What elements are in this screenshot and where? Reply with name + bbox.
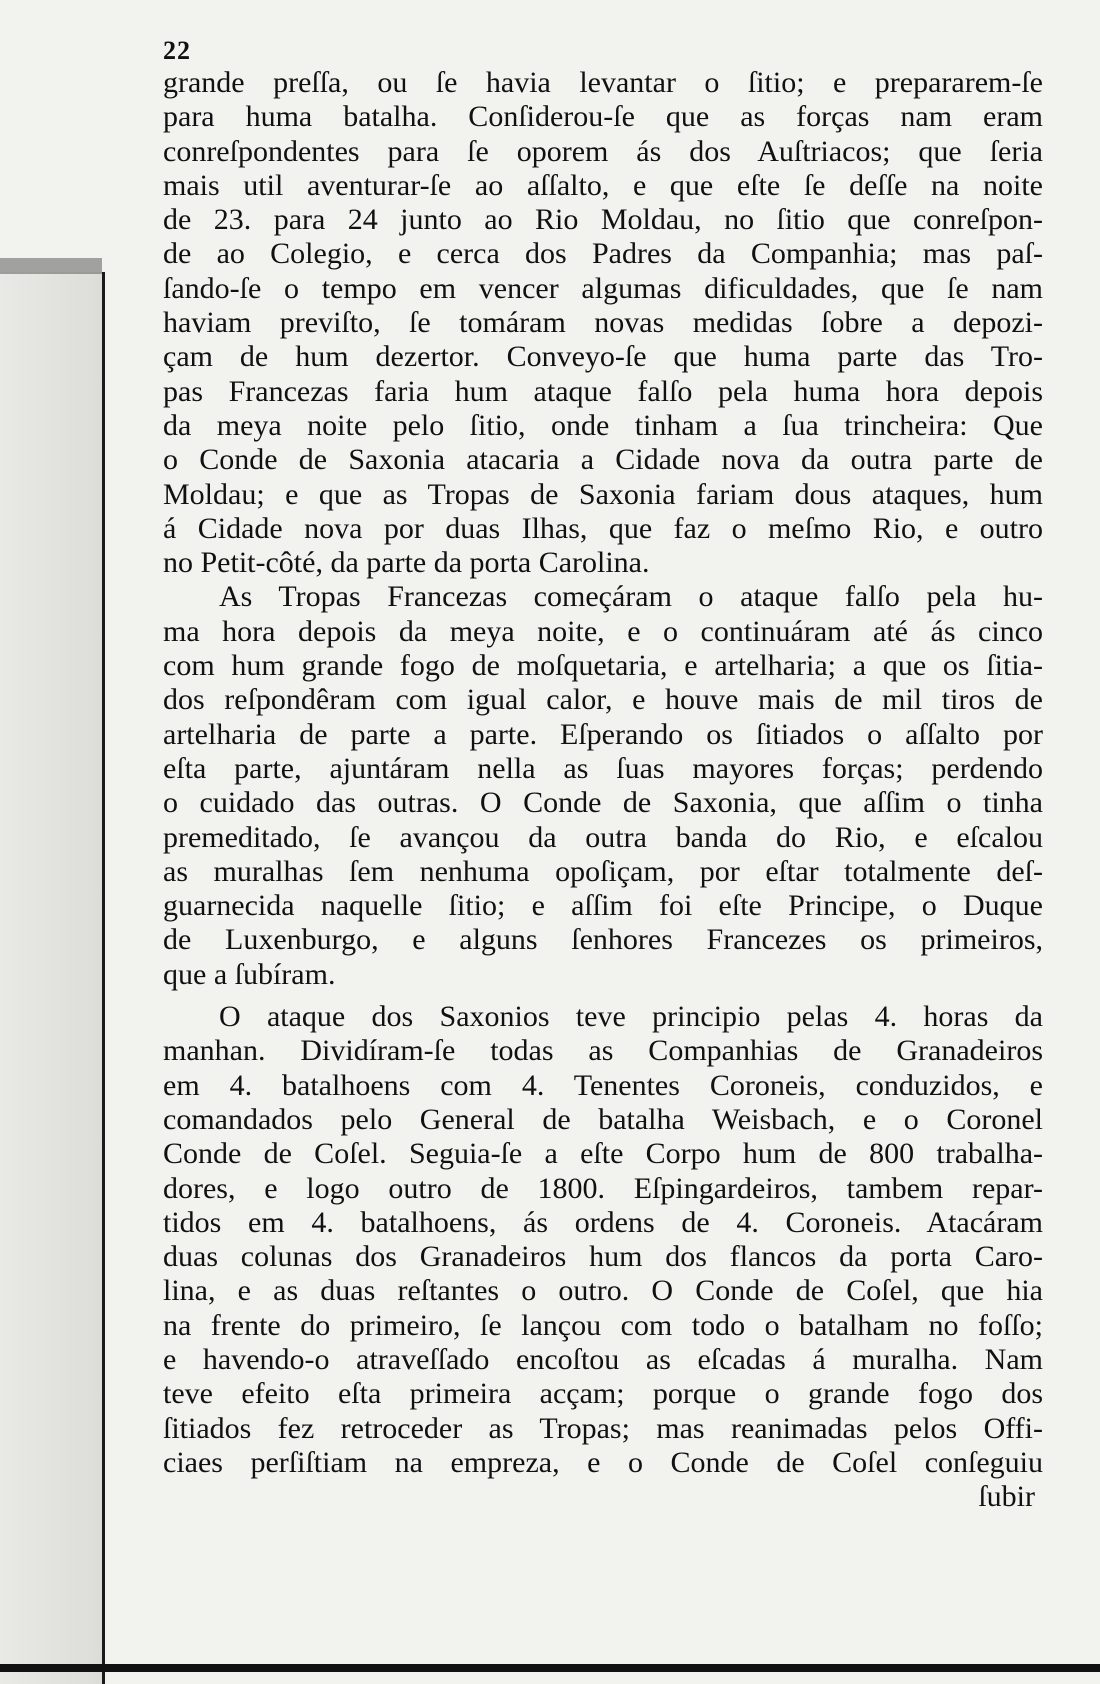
text-line: grande preſſa, ou ſe havia levantar o ſitio; e prepararem-ſe xyxy=(163,66,1043,99)
text-line: o Conde de Saxonia atacaria a Cidade nova da outra parte de xyxy=(163,443,1043,477)
page-bottom-edge xyxy=(0,1664,1100,1672)
text-line: artelharia de parte a parte. Eſperando os ſitiados o aſſalto por xyxy=(163,717,1043,751)
text-line: as muralhas ſem nenhuma opoſiçam, por eſtar totalmente deſ- xyxy=(163,854,1043,888)
text-line: comandados pelo General de batalha Weisbach, e o Coronel xyxy=(163,1102,1043,1136)
text-line: O ataque dos Saxonios teve principio pelas 4. horas da xyxy=(219,1000,1043,1034)
text-line: Moldau; e que as Tropas de Saxonia fariam dous ataques, hum xyxy=(163,477,1043,511)
text-line: mais util aventurar-ſe ao aſſalto, e que eſte ſe deſſe na noite xyxy=(163,168,1043,202)
page-number: 22 xyxy=(163,36,191,65)
text-line: ciaes perſiſtiam na empreza, e o Conde de Coſel conſeguiu xyxy=(163,1445,1043,1479)
adjacent-page-edge xyxy=(0,272,105,1684)
text-line: de Luxenburgo, e alguns ſenhores Francezes os primeiros, xyxy=(163,923,1043,957)
text-line: dores, e logo outro de 1800. Eſpingardeiros, tambem repar- xyxy=(163,1171,1043,1205)
text-line: ſando-ſe o tempo em vencer algumas dificuldades, que ſe nam xyxy=(163,271,1043,305)
text-line: pas Francezas faria hum ataque falſo pela huma hora depois xyxy=(163,374,1043,408)
text-line: eſta parte, ajuntáram nella as ſuas mayores forças; perdendo xyxy=(163,751,1043,785)
text-line: haviam previſto, ſe tomáram novas medidas ſobre a depozi- xyxy=(163,306,1043,340)
text-line: manhan. Dividíram-ſe todas as Companhias de Granadeiros xyxy=(163,1034,1043,1068)
text-line: ma hora depois da meya noite, e o continuáram até ás cinco xyxy=(163,614,1043,648)
text-line: duas colunas dos Granadeiros hum dos flancos da porta Caro- xyxy=(163,1240,1043,1274)
text-line: premeditado, ſe avançou da outra banda do Rio, e eſcalou xyxy=(163,820,1043,854)
text-line: no Petit-côté, da parte da porta Carolina. xyxy=(163,546,650,580)
paragraph-gap xyxy=(163,992,1043,1000)
text-line: o cuidado das outras. O Conde de Saxonia, que aſſim o tinha xyxy=(163,786,1043,820)
text-line: guarnecida naquelle ſitio; e aſſim foi eſte Principe, o Duque xyxy=(163,889,1043,923)
text-line: Conde de Coſel. Seguia-ſe a eſte Corpo hum de 800 trabalha- xyxy=(163,1137,1043,1171)
text-line: teve efeito eſta primeira acçam; porque o grande fogo dos xyxy=(163,1377,1043,1411)
text-line: que a ſubíram. xyxy=(163,957,336,991)
paragraph-2 xyxy=(163,580,1043,992)
text-line: lina, e as duas reſtantes o outro. O Conde de Coſel, que hia xyxy=(163,1274,1043,1308)
text-line: çam de hum dezertor. Conveyo-ſe que huma parte das Tro- xyxy=(163,340,1043,374)
text-line: de 23. para 24 junto ao Rio Moldau, no ſitio que conreſpon- xyxy=(163,203,1043,237)
text-line: conreſpondentes para ſe oporem ás dos Auſtriacos; que ſeria xyxy=(163,134,1043,168)
text-line: tidos em 4. batalhoens, ás ordens de 4. Coroneis. Atacáram xyxy=(163,1205,1043,1239)
text-line: ſitiados fez retroceder as Tropas; mas reanimadas pelos Offi- xyxy=(163,1411,1043,1445)
catchword: ſubir xyxy=(978,1480,1035,1514)
text-line: á Cidade nova por duas Ilhas, que faz o meſmo Rio, e outro xyxy=(163,511,1043,545)
paragraph-3 xyxy=(163,1000,1043,1480)
paragraph-1 xyxy=(163,66,1043,580)
text-line: para huma batalha. Conſiderou-ſe que as forças nam eram xyxy=(163,100,1043,134)
page-text-block xyxy=(163,38,1043,1514)
text-line: em 4. batalhoens com 4. Tenentes Coroneis, conduzidos, e xyxy=(163,1068,1043,1102)
text-line: As Tropas Francezas começáram o ataque falſo pela hu- xyxy=(219,580,1043,614)
text-line: com hum grande fogo de moſquetaria, e artelharia; a que os ſitia- xyxy=(163,649,1043,683)
text-line: de ao Colegio, e cerca dos Padres da Companhia; mas paſ- xyxy=(163,237,1043,271)
text-line: da meya noite pelo ſitio, onde tinham a ſua trincheira: Que xyxy=(163,408,1043,442)
text-line: e havendo-o atraveſſado encoſtou as eſcadas á muralha. Nam xyxy=(163,1342,1043,1376)
text-line: dos reſpondêram com igual calor, e houve mais de mil tiros de xyxy=(163,683,1043,717)
text-line: na frente do primeiro, ſe lançou com todo o batalham no foſſo; xyxy=(163,1308,1043,1342)
